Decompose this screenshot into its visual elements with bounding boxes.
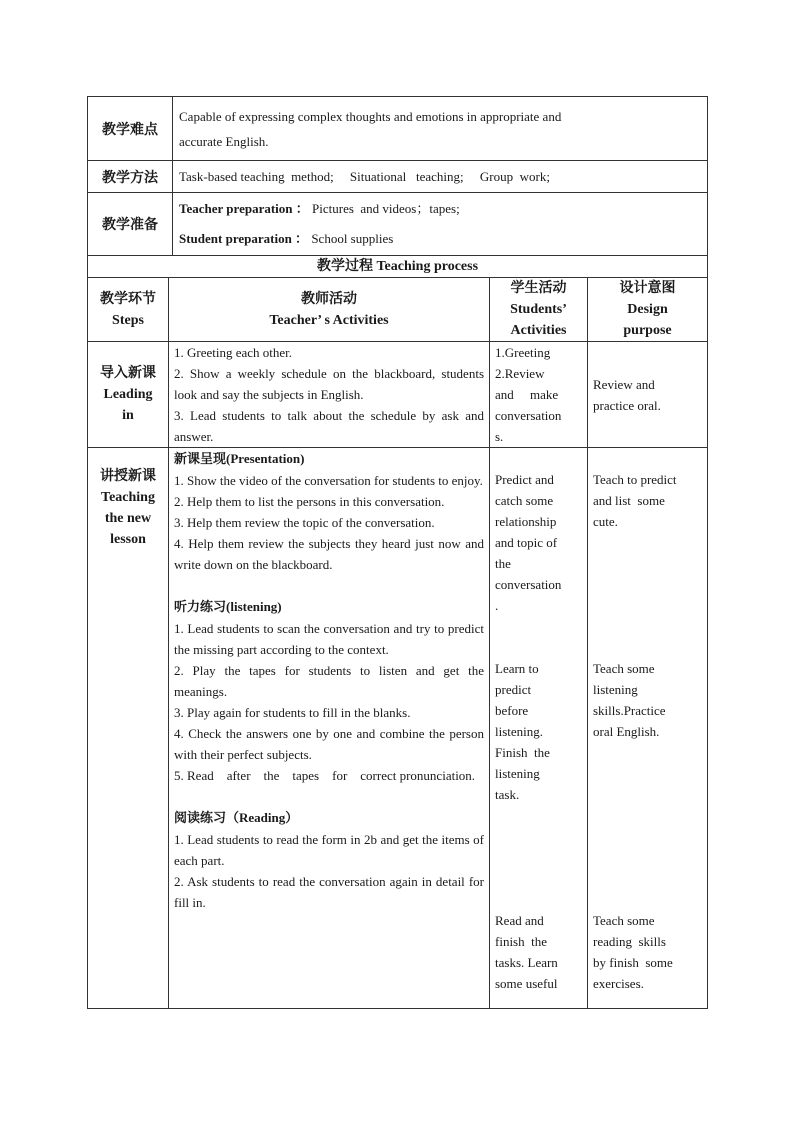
reading-item-2: 2. Ask students to read the conversation again in detail for fill in.	[174, 874, 484, 910]
presentation-students-4: and topic of	[495, 535, 558, 550]
leading-in-step-en-2: in	[122, 408, 134, 423]
students-header-en-2: Activities	[510, 323, 567, 338]
difficulty-line-2: accurate English.	[179, 133, 269, 149]
new-lesson-step-en-1: Teaching	[101, 490, 155, 505]
listening-item-5: 5. Read after the tapes for correct pronunciation.	[174, 768, 476, 783]
method-line: Task-based teaching method; Situational teaching; Group work;	[179, 169, 550, 184]
leading-in-students-line-5: s.	[495, 429, 504, 444]
listening-item-2: 2. Play the tapes for students to listen and get the meanings.	[174, 663, 484, 699]
students-header-cn: 学生活动	[510, 280, 567, 296]
listening-students-5: Finish the	[495, 745, 550, 760]
listening-students-6: listening	[495, 766, 540, 781]
listening-students-2: predict	[495, 682, 532, 697]
reading-item-1: 1. Lead students to read the form in 2b and get the items of each part.	[174, 832, 484, 868]
teacher-header-cn: 教师活动	[301, 290, 357, 307]
presentation-design-1: Teach to predict	[593, 472, 677, 487]
presentation-item-3: 3. Help them review the topic of the conversation.	[174, 515, 435, 530]
leading-in-design	[588, 342, 708, 448]
new-lesson-step	[88, 448, 169, 1009]
listening-design-1: Teach some	[593, 661, 655, 676]
difficulty-line-1: Capable of expressing complex thoughts and emotions in appropriate and	[179, 108, 562, 124]
presentation-students-7: .	[495, 598, 499, 613]
teaching-process-table	[87, 255, 708, 1009]
new-lesson-row	[88, 448, 708, 1009]
reading-students-2: finish the	[495, 934, 547, 949]
steps-header-cn: 教学环节	[100, 290, 156, 307]
leading-in-students	[490, 342, 588, 448]
student-preparation-label: Student preparation ：	[179, 231, 309, 246]
leading-in-students-line-2: 2.Review	[495, 366, 545, 381]
leading-in-teacher	[169, 342, 490, 448]
steps-header	[88, 278, 169, 342]
leading-in-students-line-1: 1.Greeting	[495, 345, 551, 360]
preparation-row	[88, 193, 708, 256]
presentation-students-5: the	[495, 556, 511, 571]
difficulty-row	[88, 97, 708, 161]
presentation-heading	[174, 448, 484, 470]
teacher-header	[169, 278, 490, 342]
student-preparation	[179, 224, 707, 254]
leading-in-step	[88, 342, 169, 448]
steps-header-en: Steps	[112, 312, 144, 328]
teacher-preparation-label: Teacher preparation ：	[179, 201, 309, 216]
presentation-heading-en: (Presentation)	[226, 451, 305, 466]
process-title: 教学过程 Teaching process	[88, 256, 708, 278]
leading-in-design-line-1: Review and	[593, 376, 655, 392]
leading-in-design-line-2: practice oral.	[593, 397, 661, 413]
new-lesson-step-cn: 讲授新课	[100, 468, 156, 484]
design-header	[588, 278, 708, 342]
design-header-cn: 设计意图	[619, 280, 676, 296]
student-preparation-value: School supplies	[308, 231, 394, 246]
listening-item-1: 1. Lead students to scan the conversation and try to predict the missing part according to the context.	[174, 621, 484, 657]
listening-students-1: Learn to	[495, 661, 539, 676]
leading-in-row	[88, 342, 708, 448]
section-gap	[174, 575, 484, 596]
leading-in-teacher-item-2: 2. Show a weekly schedule on the blackboard, students look and say the subjects in English.	[174, 366, 484, 402]
method-content	[173, 161, 708, 193]
section-gap	[174, 786, 484, 807]
difficulty-label: 教学难点	[88, 97, 173, 161]
new-lesson-step-en-2: the new	[104, 511, 152, 526]
preparation-label: 教学准备	[88, 193, 173, 256]
reading-students-3: tasks. Learn	[495, 955, 558, 970]
students-header	[490, 278, 588, 342]
lesson-info-table	[87, 96, 708, 256]
leading-in-students-line-3: and make	[495, 387, 559, 402]
reading-design-1: Teach some	[593, 913, 655, 928]
reading-design-4: exercises.	[593, 976, 644, 991]
reading-students-1: Read and	[495, 913, 544, 928]
listening-design-2: listening	[593, 682, 638, 697]
preparation-content	[173, 193, 708, 256]
presentation-students-3: relationship	[495, 514, 557, 529]
reading-heading-en: Reading）	[239, 810, 299, 825]
reading-heading-cn: 阅读练习（	[174, 811, 240, 826]
listening-item-4: 4. Check the answers one by one and combine the person with their perfect subjects.	[174, 726, 484, 762]
listening-students-4: listening.	[495, 724, 544, 739]
presentation-design-3: cute.	[593, 514, 618, 529]
listening-design-3: skills.Practice	[593, 703, 666, 718]
leading-in-teacher-item-1: 1. Greeting each other.	[174, 345, 293, 360]
method-row	[88, 161, 708, 193]
reading-heading	[174, 807, 484, 829]
new-lesson-step-en-3: lesson	[110, 532, 146, 547]
leading-in-step-en-1: Leading	[103, 387, 153, 402]
presentation-design-2: and list some	[593, 493, 665, 508]
listening-item-3: 3. Play again for students to fill in the blanks.	[174, 705, 411, 720]
teacher-header-en: Teacher’ s Activities	[269, 312, 389, 328]
presentation-item-1: 1. Show the video of the conversation for students to enjoy.	[174, 473, 483, 488]
presentation-item-4: 4. Help them review the subjects they heard just now and write down on the blackboard.	[174, 536, 484, 572]
new-lesson-design	[588, 448, 708, 1009]
new-lesson-teacher	[169, 448, 490, 1009]
listening-heading-en: (listening)	[226, 599, 282, 614]
design-header-en-1: Design	[627, 302, 668, 317]
listening-design-4: oral English.	[593, 724, 660, 739]
presentation-students-1: Predict and	[495, 472, 554, 487]
leading-in-teacher-item-3: 3. Lead students to talk about the schedule by ask and answer.	[174, 408, 484, 444]
reading-design-3: by finish some	[593, 955, 673, 970]
leading-in-students-line-4: conversation	[495, 408, 562, 423]
listening-heading-cn: 听力练习	[174, 600, 227, 615]
design-header-en-2: purpose	[623, 323, 672, 338]
students-header-en-1: Students’	[510, 302, 567, 317]
method-label: 教学方法	[88, 161, 173, 193]
new-lesson-students	[490, 448, 588, 1009]
teacher-preparation-value: Pictures and videos；tapes;	[308, 201, 460, 216]
listening-students-3: before	[495, 703, 529, 718]
reading-students-4: some useful	[495, 976, 558, 991]
difficulty-content	[173, 97, 708, 161]
presentation-heading-cn: 新课呈现	[174, 452, 227, 467]
reading-design-2: reading skills	[593, 934, 666, 949]
presentation-students-6: conversation	[495, 577, 562, 592]
listening-students-7: task.	[495, 787, 520, 802]
process-title-row	[88, 256, 708, 278]
presentation-students-2: catch some	[495, 493, 554, 508]
teacher-preparation	[179, 194, 707, 224]
leading-in-step-cn: 导入新课	[100, 365, 156, 381]
presentation-item-2: 2. Help them to list the persons in this conversation.	[174, 494, 445, 509]
process-header-row	[88, 278, 708, 342]
listening-heading	[174, 596, 484, 618]
